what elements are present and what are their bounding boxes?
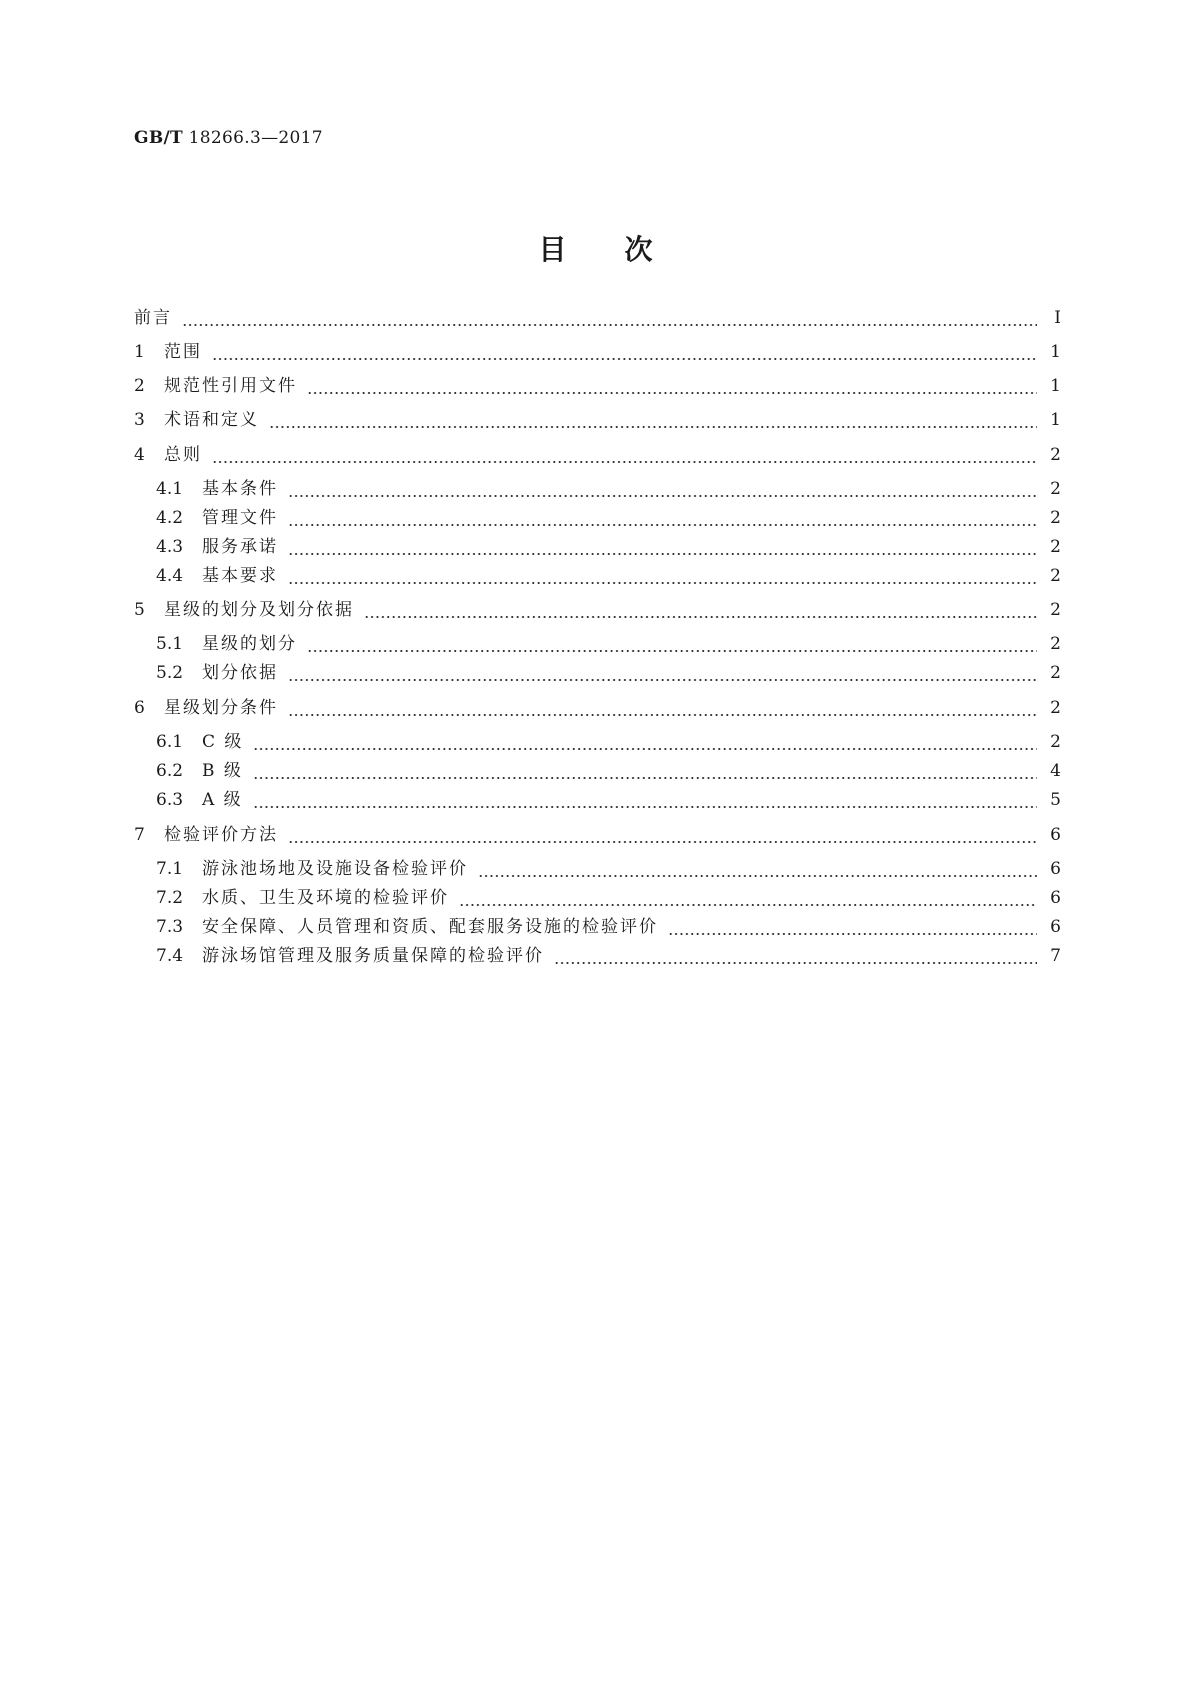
toc-entry-number: 5 bbox=[134, 600, 145, 620]
toc-entry-title: 水质、卫生及环境的检验评价 bbox=[202, 888, 449, 908]
toc-dot-leader bbox=[253, 762, 1037, 782]
toc-entry[interactable] bbox=[134, 303, 1061, 329]
toc-page-number: 2 bbox=[1050, 537, 1061, 557]
toc-dot-leader bbox=[253, 733, 1037, 753]
toc-entry[interactable] bbox=[156, 785, 1061, 811]
toc-page-number: 2 bbox=[1050, 732, 1061, 752]
toc-entry-title: 星级的划分 bbox=[202, 634, 297, 654]
toc-entry-number: 4.3 bbox=[156, 537, 184, 557]
toc-dot-leader bbox=[288, 699, 1037, 719]
toc-dot-leader bbox=[668, 918, 1037, 938]
toc-entry[interactable] bbox=[156, 532, 1061, 558]
toc-dot-leader bbox=[182, 309, 1037, 329]
toc-entry[interactable] bbox=[156, 658, 1061, 684]
toc-entry-title: 规范性引用文件 bbox=[164, 376, 297, 396]
toc-page-number: 6 bbox=[1050, 888, 1061, 908]
toc-page-number: 2 bbox=[1050, 634, 1061, 654]
toc-entry[interactable] bbox=[156, 629, 1061, 655]
toc-entry-title: 划分依据 bbox=[202, 663, 278, 683]
toc-page-number: 2 bbox=[1050, 600, 1061, 620]
toc-entry-number: 6.3 bbox=[156, 790, 184, 810]
toc-entry[interactable] bbox=[134, 371, 1061, 397]
toc-entry-number: 1 bbox=[134, 342, 145, 362]
table-of-contents bbox=[134, 0, 1061, 1684]
toc-dot-leader bbox=[307, 377, 1037, 397]
toc-dot-leader bbox=[478, 860, 1037, 880]
toc-entry[interactable] bbox=[156, 912, 1061, 938]
toc-entry-title: 范围 bbox=[164, 342, 202, 362]
toc-entry-number: 7.3 bbox=[156, 917, 184, 937]
toc-entry-title: 安全保障、人员管理和资质、配套服务设施的检验评价 bbox=[202, 917, 658, 937]
toc-page-number: 7 bbox=[1050, 946, 1061, 966]
toc-page-number: 1 bbox=[1050, 410, 1061, 430]
toc-page-number: 6 bbox=[1050, 917, 1061, 937]
toc-page-number: 2 bbox=[1050, 445, 1061, 465]
toc-dot-leader bbox=[269, 411, 1037, 431]
toc-dot-leader bbox=[364, 601, 1037, 621]
toc-entry[interactable] bbox=[134, 405, 1061, 431]
toc-page-number: 2 bbox=[1050, 508, 1061, 528]
toc-page-number: 5 bbox=[1050, 790, 1061, 810]
toc-entry[interactable] bbox=[156, 503, 1061, 529]
toc-entry-title: 基本条件 bbox=[202, 479, 278, 499]
toc-dot-leader bbox=[288, 480, 1037, 500]
toc-page-number: 4 bbox=[1050, 761, 1061, 781]
toc-entry[interactable] bbox=[156, 941, 1061, 967]
toc-page-number: 6 bbox=[1050, 825, 1061, 845]
toc-entry-title: 星级的划分及划分依据 bbox=[164, 600, 354, 620]
toc-entry-number: 4.4 bbox=[156, 566, 184, 586]
toc-entry-number: 7.1 bbox=[156, 859, 184, 879]
toc-entry-number: 7 bbox=[134, 825, 145, 845]
toc-entry-number: 6.2 bbox=[156, 761, 184, 781]
toc-dot-leader bbox=[288, 826, 1037, 846]
toc-entry[interactable] bbox=[156, 756, 1061, 782]
toc-entry-title: A 级 bbox=[202, 790, 243, 810]
toc-page-number: 2 bbox=[1050, 566, 1061, 586]
toc-page-number: 2 bbox=[1050, 698, 1061, 718]
toc-entry[interactable] bbox=[156, 474, 1061, 500]
toc-entry-title: 管理文件 bbox=[202, 508, 278, 528]
toc-dot-leader bbox=[459, 889, 1037, 909]
toc-entry-number: 4.1 bbox=[156, 479, 184, 499]
toc-entry-title: 前言 bbox=[134, 308, 172, 328]
toc-page-number: 1 bbox=[1050, 376, 1061, 396]
toc-entry[interactable] bbox=[134, 693, 1061, 719]
toc-dot-leader bbox=[253, 791, 1037, 811]
toc-page-number: 1 bbox=[1050, 342, 1061, 362]
toc-dot-leader bbox=[554, 947, 1037, 967]
toc-dot-leader bbox=[307, 635, 1037, 655]
toc-entry-number: 7.2 bbox=[156, 888, 184, 908]
toc-page-number: 6 bbox=[1050, 859, 1061, 879]
toc-entry-title: 总则 bbox=[164, 445, 202, 465]
toc-entry[interactable] bbox=[134, 820, 1061, 846]
toc-entry-title: 术语和定义 bbox=[164, 410, 259, 430]
toc-entry-title: 服务承诺 bbox=[202, 537, 278, 557]
toc-entry-title: 基本要求 bbox=[202, 566, 278, 586]
standard-prefix: GB/T bbox=[134, 128, 183, 148]
toc-dot-leader bbox=[288, 567, 1037, 587]
standard-number: 18266.3—2017 bbox=[188, 128, 323, 148]
toc-dot-leader bbox=[288, 664, 1037, 684]
toc-entry-title: C 级 bbox=[202, 732, 244, 752]
toc-page-number: Ⅰ bbox=[1054, 308, 1061, 328]
toc-page-number: 2 bbox=[1050, 479, 1061, 499]
toc-entry-title: 检验评价方法 bbox=[164, 825, 278, 845]
toc-entry-number: 4.2 bbox=[156, 508, 184, 528]
toc-entry-number: 7.4 bbox=[156, 946, 184, 966]
toc-entry-number: 6.1 bbox=[156, 732, 184, 752]
toc-entry-number: 5.2 bbox=[156, 663, 184, 683]
toc-entry[interactable] bbox=[134, 595, 1061, 621]
toc-entry[interactable] bbox=[134, 440, 1061, 466]
page-title: 目次 bbox=[538, 233, 711, 266]
toc-dot-leader bbox=[212, 343, 1037, 363]
toc-page-number: 2 bbox=[1050, 663, 1061, 683]
toc-entry-number: 5.1 bbox=[156, 634, 184, 654]
toc-entry[interactable] bbox=[156, 883, 1061, 909]
toc-entry[interactable] bbox=[156, 854, 1061, 880]
toc-entry[interactable] bbox=[156, 561, 1061, 587]
toc-entry-number: 6 bbox=[134, 698, 145, 718]
toc-dot-leader bbox=[288, 509, 1037, 529]
toc-dot-leader bbox=[288, 538, 1037, 558]
toc-entry-title: 星级划分条件 bbox=[164, 698, 278, 718]
toc-entry-number: 2 bbox=[134, 376, 145, 396]
toc-entry-title: B 级 bbox=[202, 761, 243, 781]
toc-entry[interactable] bbox=[156, 727, 1061, 753]
toc-entry-number: 4 bbox=[134, 445, 145, 465]
toc-entry-title: 游泳场馆管理及服务质量保障的检验评价 bbox=[202, 946, 544, 966]
toc-entry-title: 游泳池场地及设施设备检验评价 bbox=[202, 859, 468, 879]
toc-entry-number: 3 bbox=[134, 410, 145, 430]
toc-entry[interactable] bbox=[134, 337, 1061, 363]
toc-dot-leader bbox=[212, 446, 1037, 466]
